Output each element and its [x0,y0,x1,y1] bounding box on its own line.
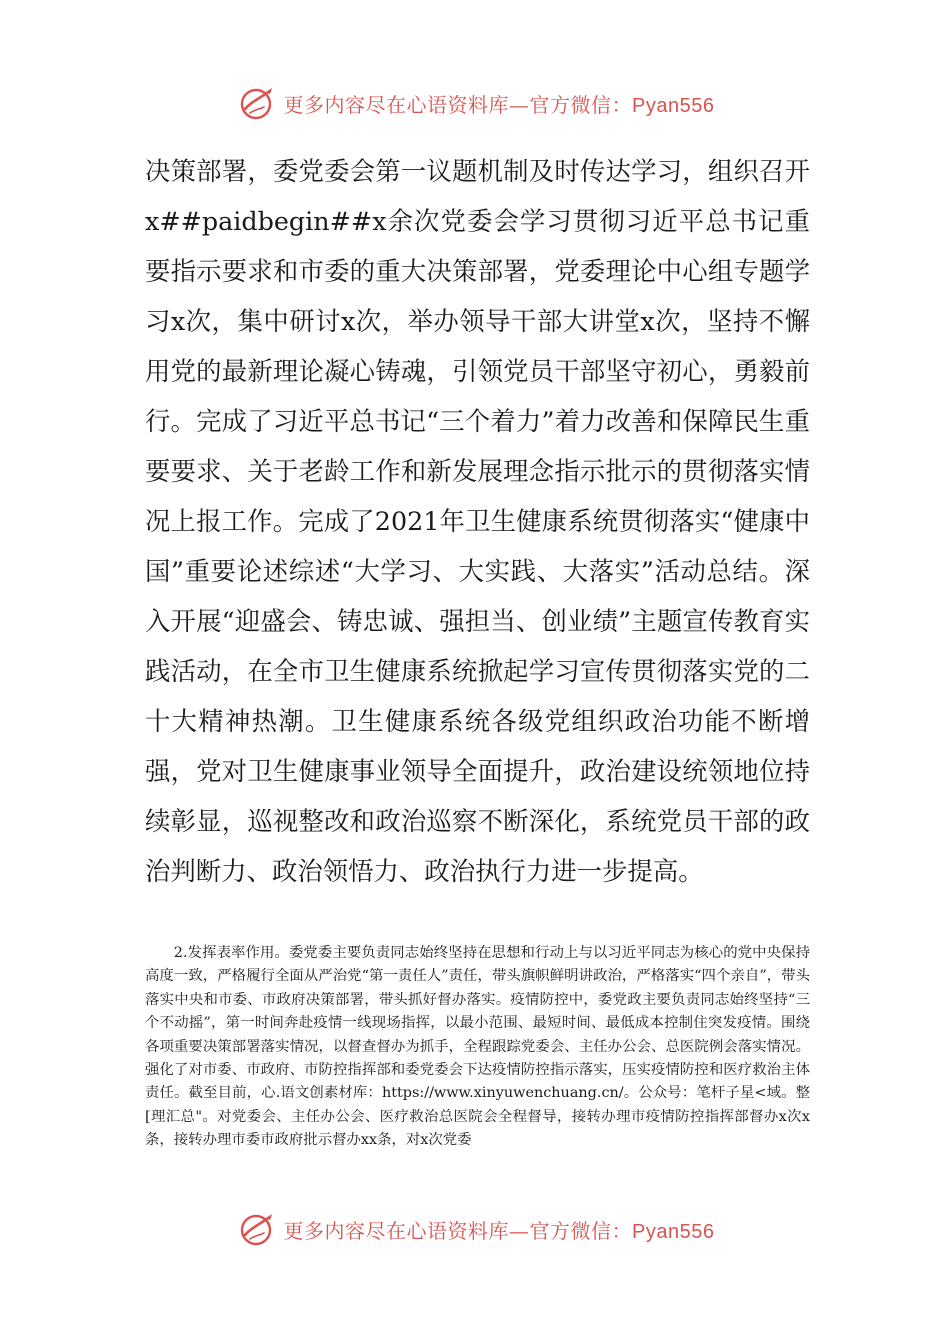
banner-wechat: 官方微信：Pyan556 [529,94,715,117]
pen-logo-icon [236,1209,276,1249]
banner-slogan: 更多内容尽在心语资料库 [283,1218,510,1243]
footer-banner [0,1206,950,1252]
banner-slogan: 更多内容尽在心语资料库 [283,92,510,117]
banner-text [284,1215,715,1244]
banner-wechat: 官方微信：Pyan556 [529,1220,715,1243]
banner-dash: — [509,92,530,117]
body-paragraph-2: 2.发挥表率作用。委党委主要负责同志始终坚持在思想和行动上与以习近平同志为核心的党中央保持高度一致，严格履行全面从严治党“第一责任人”责任，带头旗帜鲜明讲政治，严格落实“四个亲自”，带头落实中央和市委、市政府决策部署，带头抓好督办落实。疫情防控中，委党政主要负责同志始终坚持“三个不动摇”，第一时间奔赴疫情一线现场指挥，以最小范围、最短时间、最低成本控制住突发疫情。围绕各项重要决策部署落实情况，以督查督办为抓手，全程跟踪党委会、主任办公会、总医院例会落实情况。强化了对市委、市政府、市防控指挥部和委党委会下达疫情防控指示落实，压实疫情防控和医疗救治主体责任。截至目前，心.语文创素材库：https://www.xinyuwenchuang.cn/。公众号：笔杆子星<域。整[理汇总"。对党委会、主任办公会、医疗救治总医院会全程督导，接转办理市疫情防控指挥部督办x次x条，接转办理市委市政府批示督办xx条，对x次党委 [145,945,810,1149]
banner-dash: — [509,1218,530,1243]
banner-text [284,89,715,118]
body-paragraph-1: 决策部署，委党委会第一议题机制及时传达学习，组织召开x##paidbegin##x余次党委会学习贯彻习近平总书记重要指示要求和市委的重大决策部署，党委理论中心组专题学习x次，集中研讨x次，举办领导干部大讲堂x次，坚持不懈用党的最新理论凝心铸魂，引领党员干部坚守初心，勇毅前行。完成了习近平总书记“三个着力”着力改善和保障民生重要要求、关于老龄工作和新发展理念指示批示的贯彻落实情况上报工作。完成了2021年卫生健康系统贯彻落实“健康中国”重要论述综述“大学习、大实践、大落实”活动总结。深入开展“迎盛会、铸忠诚、强担当、创业绩”主题宣传教育实践活动，在全市卫生健康系统掀起学习宣传贯彻落实党的二十大精神热潮。卫生健康系统各级党组织政治功能不断增强，党对卫生健康事业领导全面提升，政治建设统领地位持续彰显，巡视整改和政治巡察不断深化，系统党员干部的政治判断力、政治领悟力、政治执行力进一步提高。 [145,156,810,886]
header-banner [0,80,950,126]
pen-logo-icon [236,83,276,123]
